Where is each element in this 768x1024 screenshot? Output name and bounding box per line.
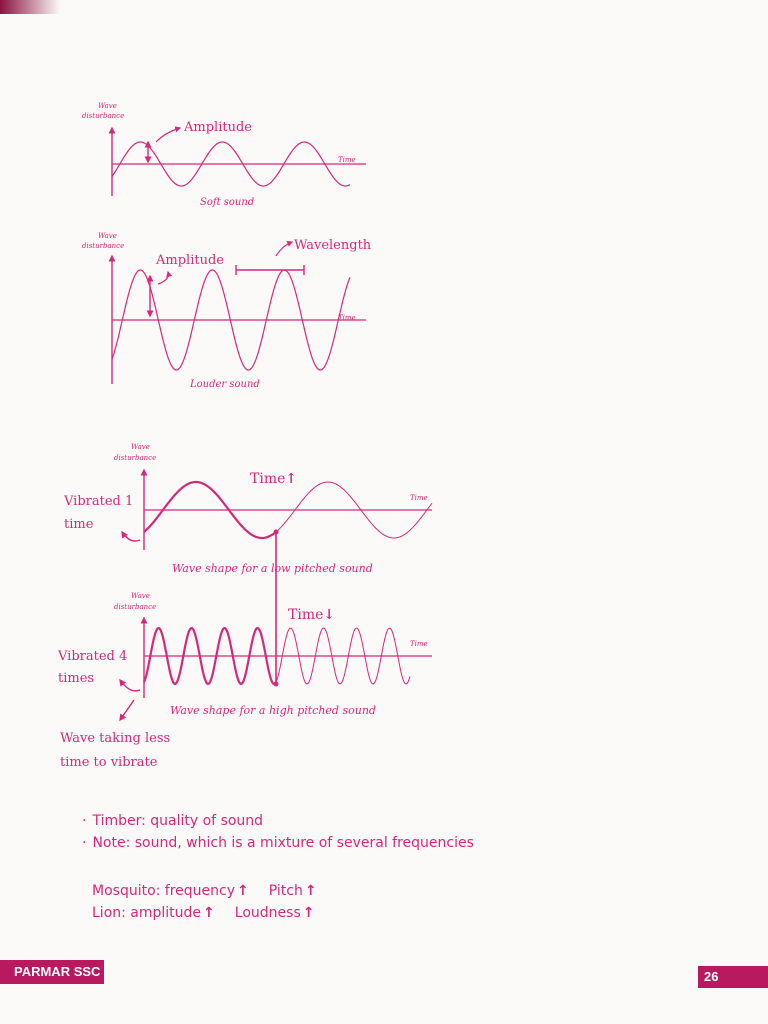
up-arrow-icon: ↑ (203, 905, 215, 921)
time-label: Time↑ (250, 471, 298, 487)
up-arrow-icon: ↑ (304, 883, 317, 899)
caption: Wave shape for a low pitched sound (172, 562, 373, 575)
y-axis-label: Wave (98, 102, 117, 110)
wavelength-pointer (276, 242, 292, 256)
high-pitch-diagram (57, 592, 432, 770)
x-axis-label: Time (410, 640, 428, 648)
lion-loudness: Loudness (234, 905, 301, 921)
vibration-label-2: times (58, 671, 95, 686)
mosquito-fact (92, 880, 319, 902)
amplitude-pointer (156, 128, 180, 142)
frequency-note: · Note: sound, which is a mixture of several frequencies (82, 835, 682, 851)
page-number: 26 (698, 966, 768, 988)
caption: Louder sound (190, 379, 260, 390)
x-axis-label: Time (410, 494, 428, 502)
amplitude-pointer (158, 272, 168, 284)
vibration-label: Vibrated 1 (64, 494, 134, 509)
note-label: Wave taking less (60, 731, 171, 746)
y-axis-label-2: disturbance (82, 242, 125, 250)
vibration-label: Vibrated 4 (58, 649, 128, 664)
vibration-label-2: time (64, 517, 94, 532)
note-label-2: time to vibrate (60, 755, 158, 770)
x-axis-label: Time (338, 156, 356, 164)
wavelength-label: Wavelength (294, 238, 372, 253)
y-axis-label: Wave (131, 592, 150, 600)
footer-brand: PARMAR SSC (0, 960, 104, 984)
caption: Wave shape for a high pitched sound (170, 704, 376, 717)
mosquito-pitch: Pitch (268, 883, 303, 899)
vibration-pointer (122, 532, 140, 541)
low-pitch-diagram (63, 443, 432, 575)
amplitude-label: Amplitude (184, 120, 252, 135)
up-arrow-icon: ↑ (237, 883, 249, 899)
y-axis-label-2: disturbance (82, 112, 125, 120)
lion-prefix: Lion: amplitude (92, 905, 202, 921)
lion-fact (92, 902, 319, 924)
mosquito-prefix: Mosquito: frequency (92, 883, 236, 899)
y-axis-label: Wave (98, 232, 117, 240)
y-axis-label: Wave (131, 443, 150, 451)
note-pointer (120, 700, 134, 720)
y-axis-label-2: disturbance (114, 454, 157, 462)
timber-note: · Timber: quality of sound (82, 813, 682, 829)
vibration-pointer (120, 680, 140, 691)
facts-block (92, 880, 319, 924)
amplitude-label: Amplitude (156, 253, 224, 268)
connector-dot-top (274, 530, 279, 535)
x-axis-label: Time (338, 314, 356, 322)
up-arrow-icon: ↑ (302, 905, 315, 921)
caption: Soft sound (200, 197, 255, 208)
louder-sound-diagram (82, 232, 372, 390)
y-axis-label-2: disturbance (114, 603, 157, 611)
notes-list (82, 813, 682, 857)
soft-sound-diagram (82, 102, 366, 208)
time-label: Time↓ (288, 607, 336, 623)
